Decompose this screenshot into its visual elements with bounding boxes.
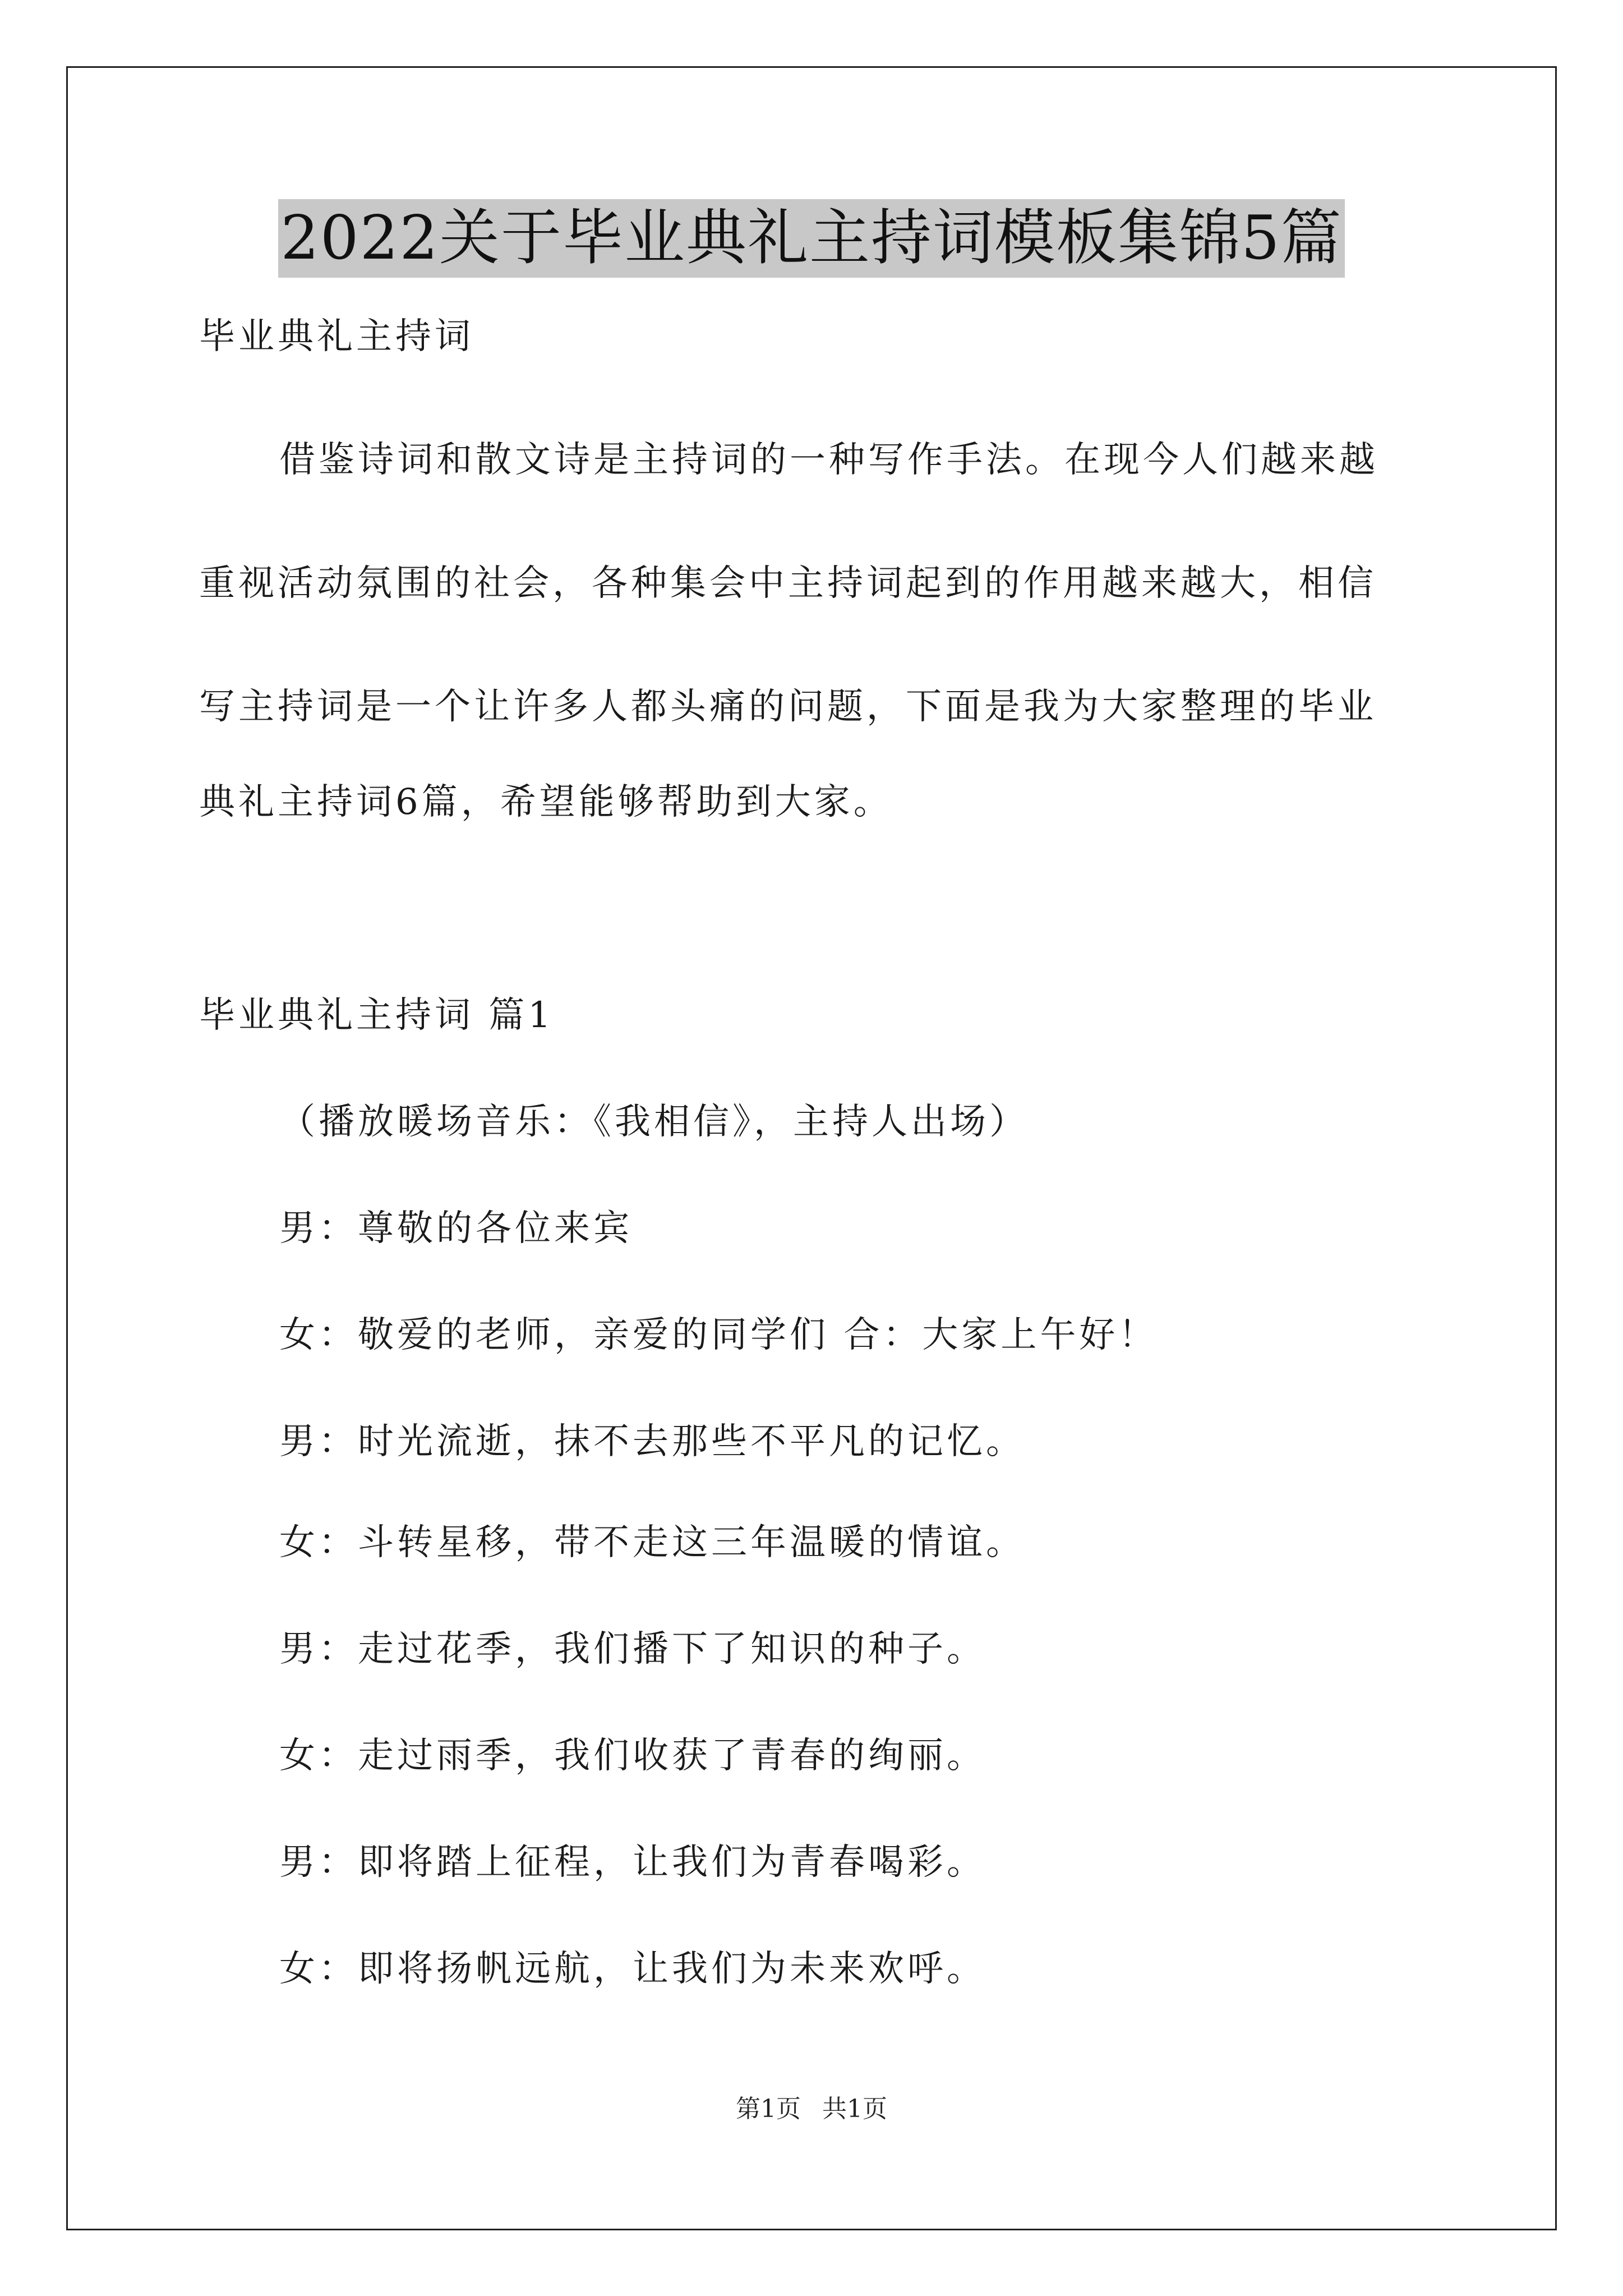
body-line-4: 男：时光流逝，抹不去那些不平凡的记忆。: [279, 1421, 1025, 1462]
body-line-6: 男：走过花季，我们播下了知识的种子。: [279, 1628, 986, 1670]
body-line-1: （播放暖场音乐：《我相信》，主持人出场）: [279, 1101, 1029, 1143]
body-line-9: 女：即将扬帆远航，让我们为未来欢呼。: [279, 1948, 986, 1990]
page-total: 共1页: [822, 2095, 887, 2123]
body-line-5: 女：斗转星移，带不走这三年温暖的情谊。: [279, 1522, 1025, 1563]
intro-line-2: 重视活动氛围的社会，各种集会中主持词起到的作用越来越大，相信: [199, 563, 1377, 604]
body-line-2: 男：尊敬的各位来宾: [279, 1208, 633, 1249]
body-line-8: 男：即将踏上征程，让我们为青春喝彩。: [279, 1842, 986, 1883]
intro-line-4: 典礼主持词6篇，希望能够帮助到大家。: [199, 781, 893, 823]
page-number: 第1页: [736, 2095, 801, 2123]
intro-heading: 毕业典礼主持词: [199, 316, 474, 357]
section-heading: 毕业典礼主持词 篇1: [199, 995, 555, 1036]
page-footer: [0, 2092, 1623, 2126]
intro-line-1: 借鉴诗词和散文诗是主持词的一种写作手法。在现今人们越来越: [279, 439, 1378, 481]
page-border: [66, 66, 1557, 2230]
title-container: [0, 199, 1623, 278]
body-line-7: 女：走过雨季，我们收获了青春的绚丽。: [279, 1735, 986, 1777]
document-title: 2022关于毕业典礼主持词模板集锦5篇: [278, 199, 1345, 278]
body-line-3: 女：敬爱的老师，亲爱的同学们 合：大家上午好！: [279, 1314, 1158, 1356]
intro-line-3: 写主持词是一个让许多人都头痛的问题，下面是我为大家整理的毕业: [199, 686, 1377, 728]
